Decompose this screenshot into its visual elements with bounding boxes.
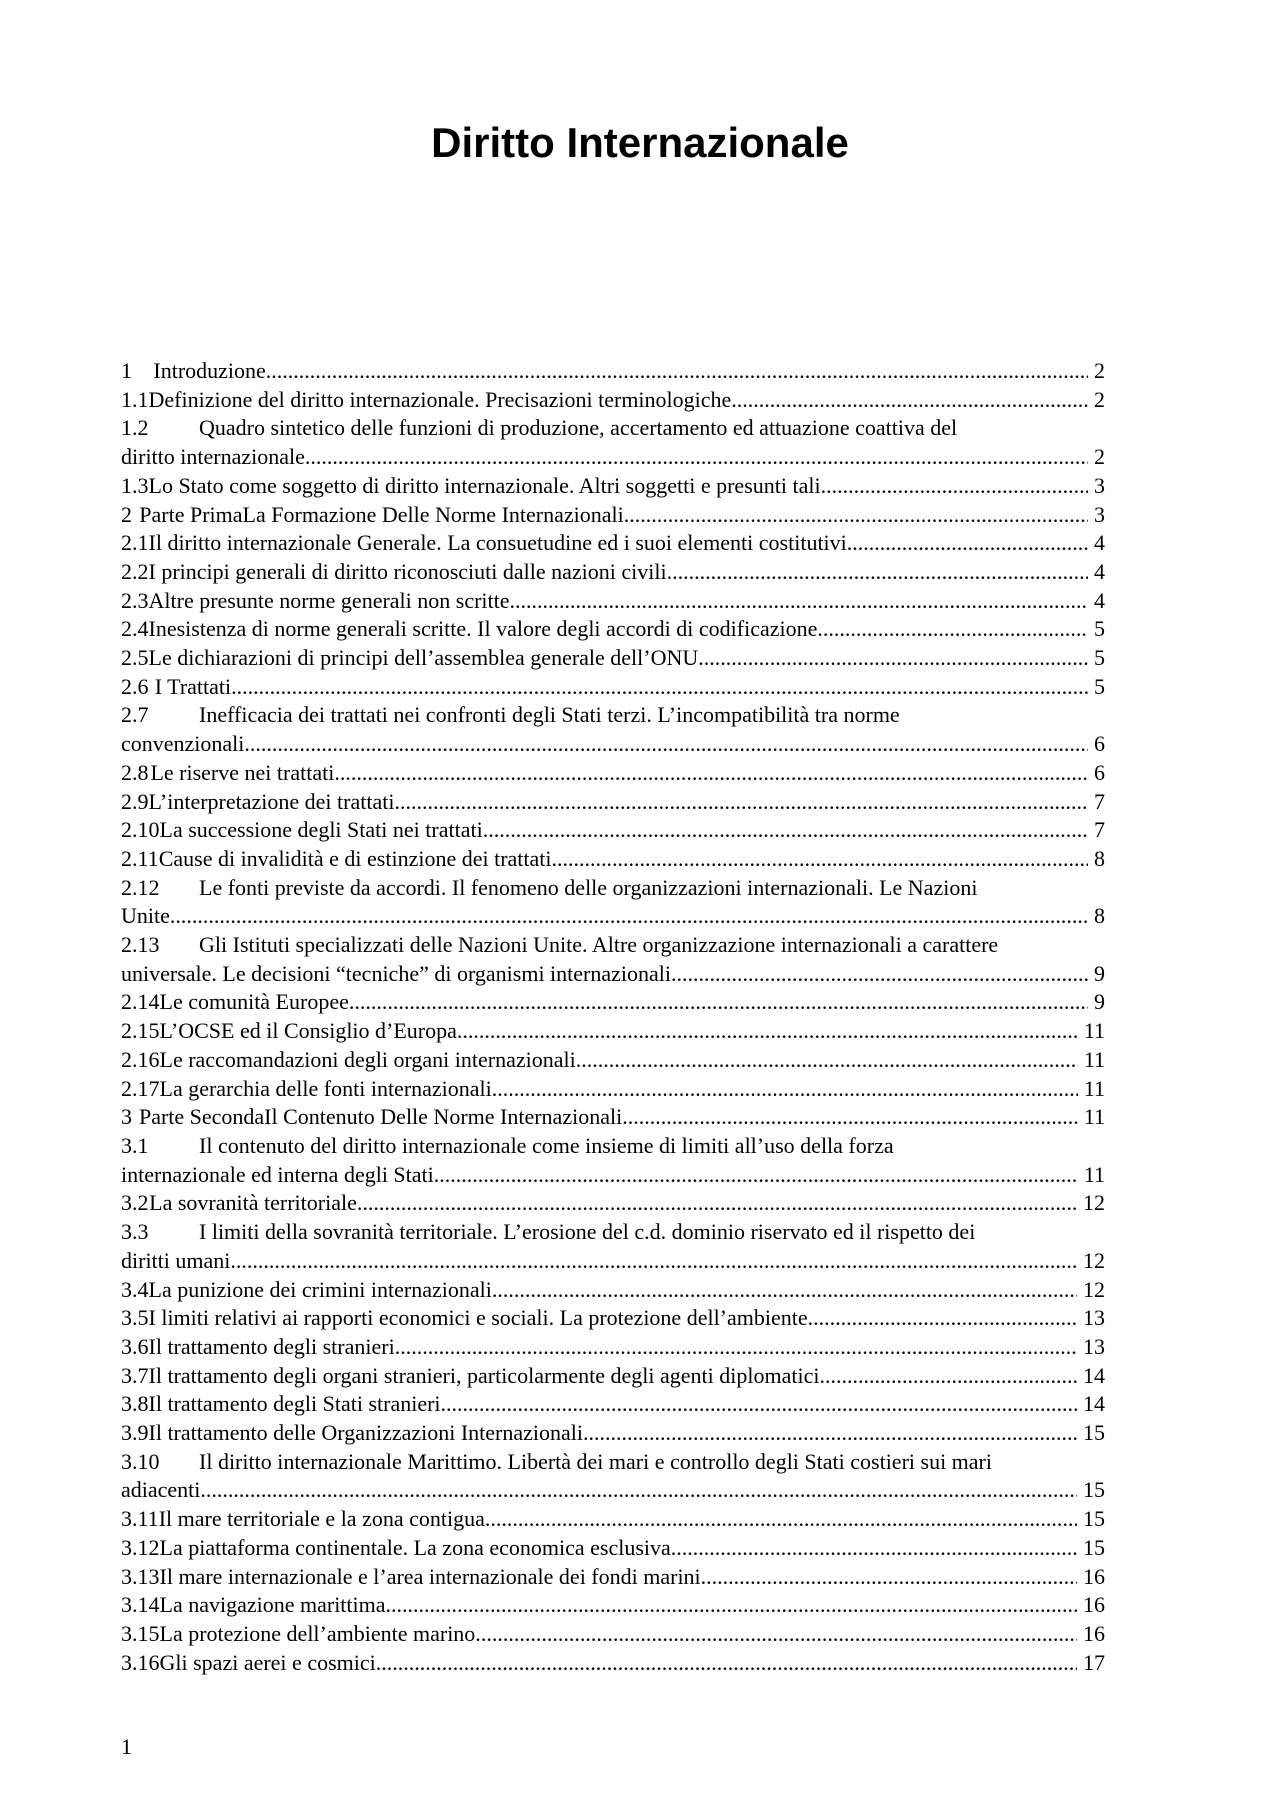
toc-entry-page: 9	[1094, 960, 1105, 986]
toc-entry-page: 5	[1094, 616, 1105, 642]
toc-entry-number: 2.14	[121, 989, 160, 1015]
toc-entry-title: Le fonti previste da accordi. Il fenomeno delle organizzazioni internazionali. Le Nazioni	[199, 874, 978, 900]
toc-entry-number: 1.1	[121, 386, 149, 412]
toc-dot-leader	[446, 1390, 1077, 1419]
toc-entry[interactable]	[121, 816, 1105, 845]
toc-dot-leader	[236, 1247, 1077, 1276]
toc-entry-title: Il trattamento degli stranieri.	[148, 1333, 401, 1359]
toc-entry[interactable]	[121, 414, 1105, 471]
toc-entry-page: 11	[1083, 1018, 1105, 1044]
toc-dot-leader	[852, 529, 1088, 558]
toc-entry-page: 14	[1083, 1391, 1105, 1417]
toc-entry[interactable]	[121, 1362, 1105, 1391]
toc-dot-leader	[492, 1276, 1077, 1305]
toc-entry[interactable]	[121, 1276, 1105, 1305]
toc-dot-leader	[481, 1620, 1077, 1649]
toc-entry-title-continued: internazionale ed interna degli Stati.	[121, 1161, 440, 1187]
toc-entry-page: 2	[1094, 444, 1105, 470]
toc-entry-title: Parte SecondaIl Contenuto Delle Norme Internazionali	[138, 1104, 623, 1130]
toc-entry-page: 3	[1094, 472, 1105, 498]
toc-entry-title: La protezione dell’ambiente marino.	[159, 1620, 481, 1646]
toc-entry-title: Introduzione	[153, 358, 266, 383]
toc-entry[interactable]	[121, 1563, 1105, 1592]
toc-entry-title-continued: diritto internazionale.	[121, 444, 311, 470]
toc-entry[interactable]	[121, 587, 1105, 616]
toc-entry-page: 5	[1094, 673, 1105, 699]
toc-entry-number: 3.3	[121, 1219, 149, 1245]
toc-entry-title: Il mare territoriale e la zona contigua.	[158, 1506, 491, 1532]
toc-entry-title: Il mare internazionale e l’area internazionale dei fondi marini.	[159, 1563, 707, 1589]
toc-dot-leader	[706, 1563, 1077, 1592]
toc-entry-number: 2.3	[121, 587, 149, 613]
toc-entry[interactable]	[121, 1534, 1105, 1563]
toc-entry-title: I principi generali di diritto riconosciuti dalle nazioni civili.	[148, 558, 673, 584]
toc-entry-number: 2.2	[121, 558, 149, 584]
toc-entry-title: La sovranità territoriale.	[149, 1190, 363, 1216]
toc-entry-title: Le comunità Europee.	[159, 989, 355, 1015]
toc-entry-title: Il diritto internazionale Generale. La consuetudine ed i suoi elementi costitutivi.	[148, 530, 853, 556]
toc-dot-leader	[250, 730, 1088, 759]
toc-entry[interactable]	[121, 1075, 1105, 1104]
toc-entry[interactable]	[121, 1591, 1105, 1620]
toc-entry-page: 4	[1094, 587, 1105, 613]
toc-entry-page: 11	[1083, 1046, 1105, 1072]
toc-entry[interactable]	[121, 1390, 1105, 1419]
toc-entry-page: 6	[1094, 731, 1105, 757]
toc-entry-title: L’interpretazione dei trattati.	[148, 788, 400, 814]
toc-entry[interactable]	[121, 1419, 1105, 1448]
toc-entry-number: 2.13	[121, 932, 160, 958]
toc-dot-leader	[175, 902, 1088, 931]
document-title: Diritto Internazionale	[431, 119, 849, 166]
toc-entry[interactable]	[121, 701, 1105, 758]
toc-entry-page: 4	[1094, 558, 1105, 584]
toc-dot-leader	[483, 816, 1088, 845]
toc-entry-number: 3.5	[121, 1305, 149, 1331]
toc-dot-leader	[266, 357, 1088, 386]
toc-entry-number: 3.6	[121, 1333, 149, 1359]
toc-entry-page: 6	[1094, 759, 1105, 785]
toc-entry-page: 5	[1094, 645, 1105, 671]
toc-entry[interactable]	[121, 988, 1105, 1017]
toc-entry-number: 3.4	[121, 1276, 149, 1302]
toc-entry-page: 7	[1094, 817, 1105, 843]
toc-entry[interactable]	[121, 529, 1105, 558]
toc-entry-title: Inesistenza di norme generali scritte. Il valore degli accordi di codificazione.	[148, 616, 823, 642]
toc-dot-leader	[825, 1362, 1077, 1391]
toc-dot-leader	[515, 587, 1088, 616]
toc-dot-leader	[206, 1476, 1077, 1505]
toc-entry[interactable]	[121, 1304, 1105, 1333]
toc-entry-title: La piattaforma continentale. La zona economica esclusiva.	[159, 1534, 677, 1560]
toc-entry-number: 2.16	[121, 1046, 160, 1072]
toc-entry-title: Il diritto internazionale Marittimo. Libertà dei mari e controllo degli Stati costieri sui mari	[199, 1448, 992, 1474]
toc-entry-page: 16	[1083, 1563, 1105, 1589]
toc-entry[interactable]	[121, 673, 1105, 702]
toc-entry-number: 2.11	[121, 845, 159, 871]
toc-dot-leader	[400, 788, 1088, 817]
toc-entry-page: 8	[1094, 845, 1105, 871]
toc-entry-page: 3	[1094, 501, 1105, 527]
toc-entry-title: La gerarchia delle fonti internazionali.	[159, 1075, 498, 1101]
toc-entry-number: 3.8	[121, 1391, 149, 1417]
toc-entry-title: Le raccomandazioni degli organi internazionali.	[159, 1046, 582, 1072]
toc-entry-title: I Trattati	[154, 673, 232, 699]
toc-dot-leader	[676, 1534, 1077, 1563]
toc-entry-title: Lo Stato come soggetto di diritto internazionale. Altri soggetti e presunti tali.	[148, 472, 827, 498]
toc-entry-page: 2	[1094, 386, 1105, 412]
toc-dot-leader	[589, 1419, 1077, 1448]
toc-entry-number: 3.12	[121, 1534, 160, 1560]
toc-entry-number: 2.17	[121, 1075, 160, 1101]
toc-entry[interactable]	[121, 1017, 1105, 1046]
toc-entry-number: 2.8	[121, 759, 149, 785]
toc-entry-page: 4	[1094, 530, 1105, 556]
toc-dot-leader	[823, 615, 1088, 644]
toc-entry-title: La punizione dei crimini internazionali	[148, 1276, 492, 1302]
toc-entry-title: Gli spazi aerei e cosmici.	[159, 1649, 382, 1675]
toc-entry[interactable]	[121, 386, 1105, 415]
toc-entry-number: 3.2	[121, 1190, 149, 1216]
toc-entry-page: 15	[1083, 1477, 1105, 1503]
toc-entry-number: 3.16	[121, 1649, 160, 1675]
toc-entry-number: 1	[121, 358, 132, 383]
toc-entry-page: 13	[1083, 1333, 1105, 1359]
toc-entry-number: 2.12	[121, 874, 160, 900]
toc-entry-title: Il trattamento degli organi stranieri, particolarmente degli agenti diplomatici.	[148, 1362, 825, 1388]
toc-dot-leader	[340, 759, 1088, 788]
toc-entry-number: 3	[121, 1104, 132, 1130]
toc-entry-page: 15	[1083, 1506, 1105, 1532]
toc-entry-title-continued: adiacenti.	[121, 1477, 206, 1503]
toc-entry-number: 2.7	[121, 702, 149, 728]
toc-entry[interactable]	[121, 1333, 1105, 1362]
toc-entry-number: 3.10	[121, 1448, 160, 1474]
toc-dot-leader	[310, 443, 1088, 472]
toc-entry[interactable]	[121, 1218, 1105, 1275]
toc-entry[interactable]	[121, 357, 1105, 386]
toc-dot-leader	[391, 1591, 1077, 1620]
toc-entry-number: 2.1	[121, 530, 149, 556]
toc-entry-title: Il trattamento delle Organizzazioni Internazionali.	[148, 1420, 589, 1446]
toc-dot-leader	[362, 1189, 1077, 1218]
toc-dot-leader	[826, 472, 1088, 501]
toc-entry[interactable]	[121, 874, 1105, 931]
toc-dot-leader	[354, 988, 1088, 1017]
toc-dot-leader	[439, 1161, 1078, 1190]
toc-entry[interactable]	[121, 1132, 1105, 1189]
toc-entry-number: 2.4	[121, 616, 149, 642]
toc-entry-title: Le riserve nei trattati.	[150, 759, 340, 785]
toc-entry[interactable]	[121, 1189, 1105, 1218]
toc-entry-page: 13	[1083, 1305, 1105, 1331]
toc-entry-number: 1.3	[121, 472, 149, 498]
toc-entry-page: 14	[1083, 1362, 1105, 1388]
toc-dot-leader	[581, 1046, 1078, 1075]
page-number: 1	[121, 1734, 132, 1759]
toc-entry-number: 3.9	[121, 1420, 149, 1446]
toc-dot-leader	[381, 1649, 1077, 1678]
toc-entry-title: Il trattamento degli Stati stranieri.	[148, 1391, 447, 1417]
toc-entry-page: 9	[1094, 989, 1105, 1015]
toc-dot-leader	[698, 644, 1088, 673]
toc-dot-leader	[462, 1017, 1077, 1046]
toc-entry[interactable]	[121, 759, 1105, 788]
toc-entry-page: 2	[1094, 358, 1105, 383]
toc-entry[interactable]	[121, 1505, 1105, 1534]
toc-entry-title-continued: convenzionali.	[121, 731, 250, 757]
toc-entry-number: 2.10	[121, 817, 160, 843]
toc-entry-number: 3.1	[121, 1132, 149, 1158]
toc-entry[interactable]	[121, 1448, 1105, 1505]
toc-entry-page: 16	[1083, 1620, 1105, 1646]
toc-dot-leader	[552, 845, 1088, 874]
toc-entry[interactable]	[121, 1649, 1105, 1678]
toc-entry-number: 1.2	[121, 415, 149, 441]
toc-entry-page: 11	[1083, 1161, 1105, 1187]
toc-entry-page: 15	[1083, 1420, 1105, 1446]
toc-entry-title: Gli Istituti specializzati delle Nazioni Unite. Altre organizzazione internazionali a carattere	[199, 932, 999, 958]
toc-entry-page: 7	[1094, 788, 1105, 814]
toc-entry-title: Quadro sintetico delle funzioni di produzione, accertamento ed attuazione coattiva del	[199, 415, 958, 441]
toc-entry[interactable]	[121, 501, 1105, 530]
toc-dot-leader	[813, 1304, 1077, 1333]
toc-dot-leader	[737, 386, 1088, 415]
toc-dot-leader	[677, 960, 1089, 989]
toc-dot-leader	[624, 501, 1088, 530]
toc-entry[interactable]	[121, 615, 1105, 644]
toc-entry-page: 12	[1083, 1190, 1105, 1216]
toc-entry-title: Le dichiarazioni di principi dell’assemblea generale dell’ONU	[148, 645, 699, 671]
toc-entry-page: 16	[1083, 1592, 1105, 1618]
toc-entry-title: I limiti relativi ai rapporti economici e sociali. La protezione dell’ambiente.	[148, 1305, 814, 1331]
toc-entry-page: 12	[1083, 1276, 1105, 1302]
toc-entry-title: Altre presunte norme generali non scritte.	[148, 587, 516, 613]
toc-entry[interactable]	[121, 644, 1105, 673]
toc-entry-page: 11	[1083, 1075, 1105, 1101]
toc-entry-number: 3.11	[121, 1506, 159, 1532]
toc-entry-page: 15	[1083, 1534, 1105, 1560]
toc-dot-leader	[490, 1505, 1077, 1534]
toc-dot-leader	[672, 558, 1088, 587]
toc-entry-title: Definizione del diritto internazionale. Precisazioni terminologiche.	[148, 386, 737, 412]
toc-entry-page: 17	[1083, 1649, 1105, 1675]
toc-entry-title-continued: Unite.	[121, 903, 176, 929]
toc-entry-number: 3.13	[121, 1563, 160, 1589]
toc-entry[interactable]	[121, 1103, 1105, 1132]
toc-entry-title: Cause di invalidità e di estinzione dei trattati	[158, 845, 552, 871]
toc-entry-page: 11	[1083, 1104, 1105, 1130]
toc-dot-leader	[497, 1075, 1078, 1104]
toc-entry-page: 12	[1083, 1247, 1105, 1273]
toc-entry-page: 8	[1094, 903, 1105, 929]
toc-entry-title: Inefficacia dei trattati nei confronti degli Stati terzi. L’incompatibilità tra norme	[199, 702, 900, 728]
table-of-contents	[121, 357, 1105, 1677]
toc-entry[interactable]	[121, 472, 1105, 501]
toc-entry-title: Il contenuto del diritto internazionale come insieme di limiti all’uso della forza	[199, 1132, 894, 1158]
toc-entry[interactable]	[121, 1046, 1105, 1075]
toc-entry-number: 2.15	[121, 1018, 160, 1044]
toc-entry[interactable]	[121, 931, 1105, 988]
toc-entry-title: I limiti della sovranità territoriale. L’erosione del c.d. dominio riservato ed il rispetto dei	[199, 1219, 976, 1245]
toc-entry-number: 2.9	[121, 788, 149, 814]
toc-entry-number: 2	[121, 501, 132, 527]
toc-entry-number: 2.5	[121, 645, 149, 671]
toc-entry-title: La successione degli Stati nei trattati	[159, 817, 483, 843]
toc-entry-number: 3.15	[121, 1620, 160, 1646]
toc-dot-leader	[622, 1103, 1078, 1132]
toc-entry-number: 3.14	[121, 1592, 160, 1618]
toc-entry-number: 2.6	[121, 673, 149, 699]
toc-entry-title: L’OCSE ed il Consiglio d’Europa.	[159, 1018, 463, 1044]
toc-dot-leader	[231, 673, 1088, 702]
toc-entry-title-continued: universale. Le decisioni “tecniche” di organismi internazionali.	[121, 960, 677, 986]
toc-entry[interactable]	[121, 558, 1105, 587]
toc-entry-title: La navigazione marittima.	[159, 1592, 392, 1618]
toc-entry[interactable]	[121, 1620, 1105, 1649]
toc-entry-title: Parte PrimaLa Formazione Delle Norme Internazionali	[139, 501, 624, 527]
toc-entry-title-continued: diritti umani.	[121, 1247, 236, 1273]
toc-entry[interactable]	[121, 845, 1105, 874]
toc-entry-number: 3.7	[121, 1362, 149, 1388]
toc-entry[interactable]	[121, 788, 1105, 817]
toc-dot-leader	[400, 1333, 1077, 1362]
